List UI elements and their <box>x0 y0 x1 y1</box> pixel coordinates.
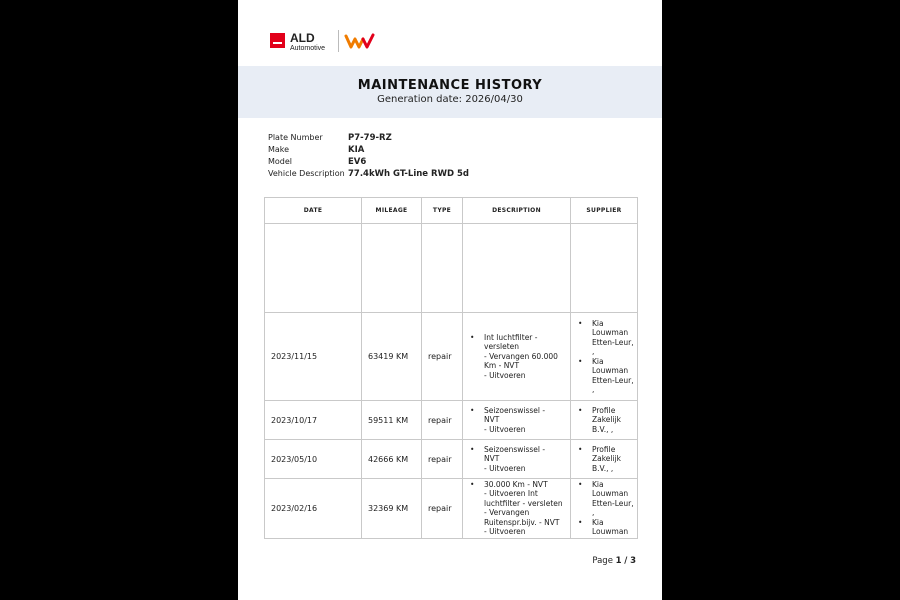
table-cell <box>571 224 638 313</box>
ald-logo-icon <box>270 33 285 48</box>
cell-description <box>463 401 571 440</box>
cell-type: repair <box>422 440 463 479</box>
make-label: Make <box>268 145 290 154</box>
plate-label: Plate Number <box>268 133 323 142</box>
plate-value: P7-79-RZ <box>348 133 392 143</box>
ald-logo-text <box>290 32 325 53</box>
cell-mileage: 32369 KM <box>362 479 422 539</box>
cell-mileage: 59511 KM <box>362 401 422 440</box>
model-row <box>268 156 469 168</box>
description-item: • Seizoenswissel - NVT - Uitvoeren <box>479 445 570 474</box>
maintenance-table <box>264 197 638 539</box>
cell-type: repair <box>422 401 463 440</box>
cell-description <box>463 440 571 479</box>
cell-mileage: 63419 KM <box>362 313 422 401</box>
supplier-item: • Kia Louwman Etten-Leur, , <box>587 357 637 395</box>
table-row-empty <box>265 224 638 313</box>
supplier-item: • Profile Zakelijk B.V., , <box>587 406 637 435</box>
logo-divider <box>338 30 339 52</box>
cell-date: 2023/05/10 <box>265 440 362 479</box>
page-prefix: Page <box>592 556 613 566</box>
table-cell <box>265 224 362 313</box>
header-supplier: SUPPLIER <box>571 198 638 224</box>
supplier-item: • Kia Louwman <box>587 518 637 537</box>
make-value: KIA <box>348 145 365 155</box>
cell-date: 2023/10/17 <box>265 401 362 440</box>
page-current: 1 <box>615 556 622 566</box>
cell-date: 2023/02/16 <box>265 479 362 539</box>
cell-supplier <box>571 479 638 539</box>
cell-type: repair <box>422 479 463 539</box>
header-mileage: MILEAGE <box>362 198 422 224</box>
report-title: MAINTENANCE HISTORY <box>357 78 543 93</box>
leaseplan-logo-icon <box>344 32 376 50</box>
description-row <box>268 168 469 180</box>
cell-supplier <box>571 440 638 479</box>
table-row <box>265 440 638 479</box>
header-type: TYPE <box>422 198 463 224</box>
description-item: • Seizoenswissel - NVT - Uitvoeren <box>479 406 570 435</box>
page-total: 3 <box>630 556 636 566</box>
model-value: EV6 <box>348 157 367 167</box>
make-row <box>268 144 469 156</box>
cell-supplier <box>571 401 638 440</box>
description-label: Vehicle Description <box>268 169 345 178</box>
plate-row <box>268 132 469 144</box>
table-header-row <box>265 198 638 224</box>
header-description: DESCRIPTION <box>463 198 571 224</box>
description-item: • 30.000 Km - NVT - Uitvoeren Int luchtfilter - versleten - Vervangen Ruitenspr.bijv. - NVT - Uitvoeren <box>479 480 570 537</box>
table-row <box>265 479 638 539</box>
table-row <box>265 401 638 440</box>
report-page <box>238 0 662 600</box>
ald-brand-sub: Automotive <box>290 45 326 52</box>
cell-supplier <box>571 313 638 401</box>
title-banner <box>238 66 662 118</box>
cell-date: 2023/11/15 <box>265 313 362 401</box>
cell-description <box>463 313 571 401</box>
model-label: Model <box>268 157 293 166</box>
cell-mileage: 42666 KM <box>362 440 422 479</box>
description-value: 77.4kWh GT-Line RWD 5d <box>348 169 469 179</box>
table-cell <box>422 224 463 313</box>
vehicle-info <box>268 132 469 180</box>
cell-type: repair <box>422 313 463 401</box>
supplier-item: • Kia Louwman Etten-Leur, , <box>587 480 637 518</box>
supplier-item: • Profile Zakelijk B.V., , <box>587 445 637 474</box>
ald-brand: ALD <box>290 31 315 45</box>
page-separator: / <box>624 556 628 566</box>
description-item: • Int luchtfilter - versleten - Vervangen 60.000 Km - NVT - Uitvoeren <box>479 333 570 381</box>
table-row <box>265 313 638 401</box>
generation-date: Generation date: 2026/04/30 <box>377 94 523 105</box>
supplier-item: • Kia Louwman Etten-Leur, , <box>587 319 637 357</box>
header-date: DATE <box>265 198 362 224</box>
cell-description <box>463 479 571 539</box>
table-cell <box>463 224 571 313</box>
page-indicator <box>592 556 636 566</box>
table-cell <box>362 224 422 313</box>
